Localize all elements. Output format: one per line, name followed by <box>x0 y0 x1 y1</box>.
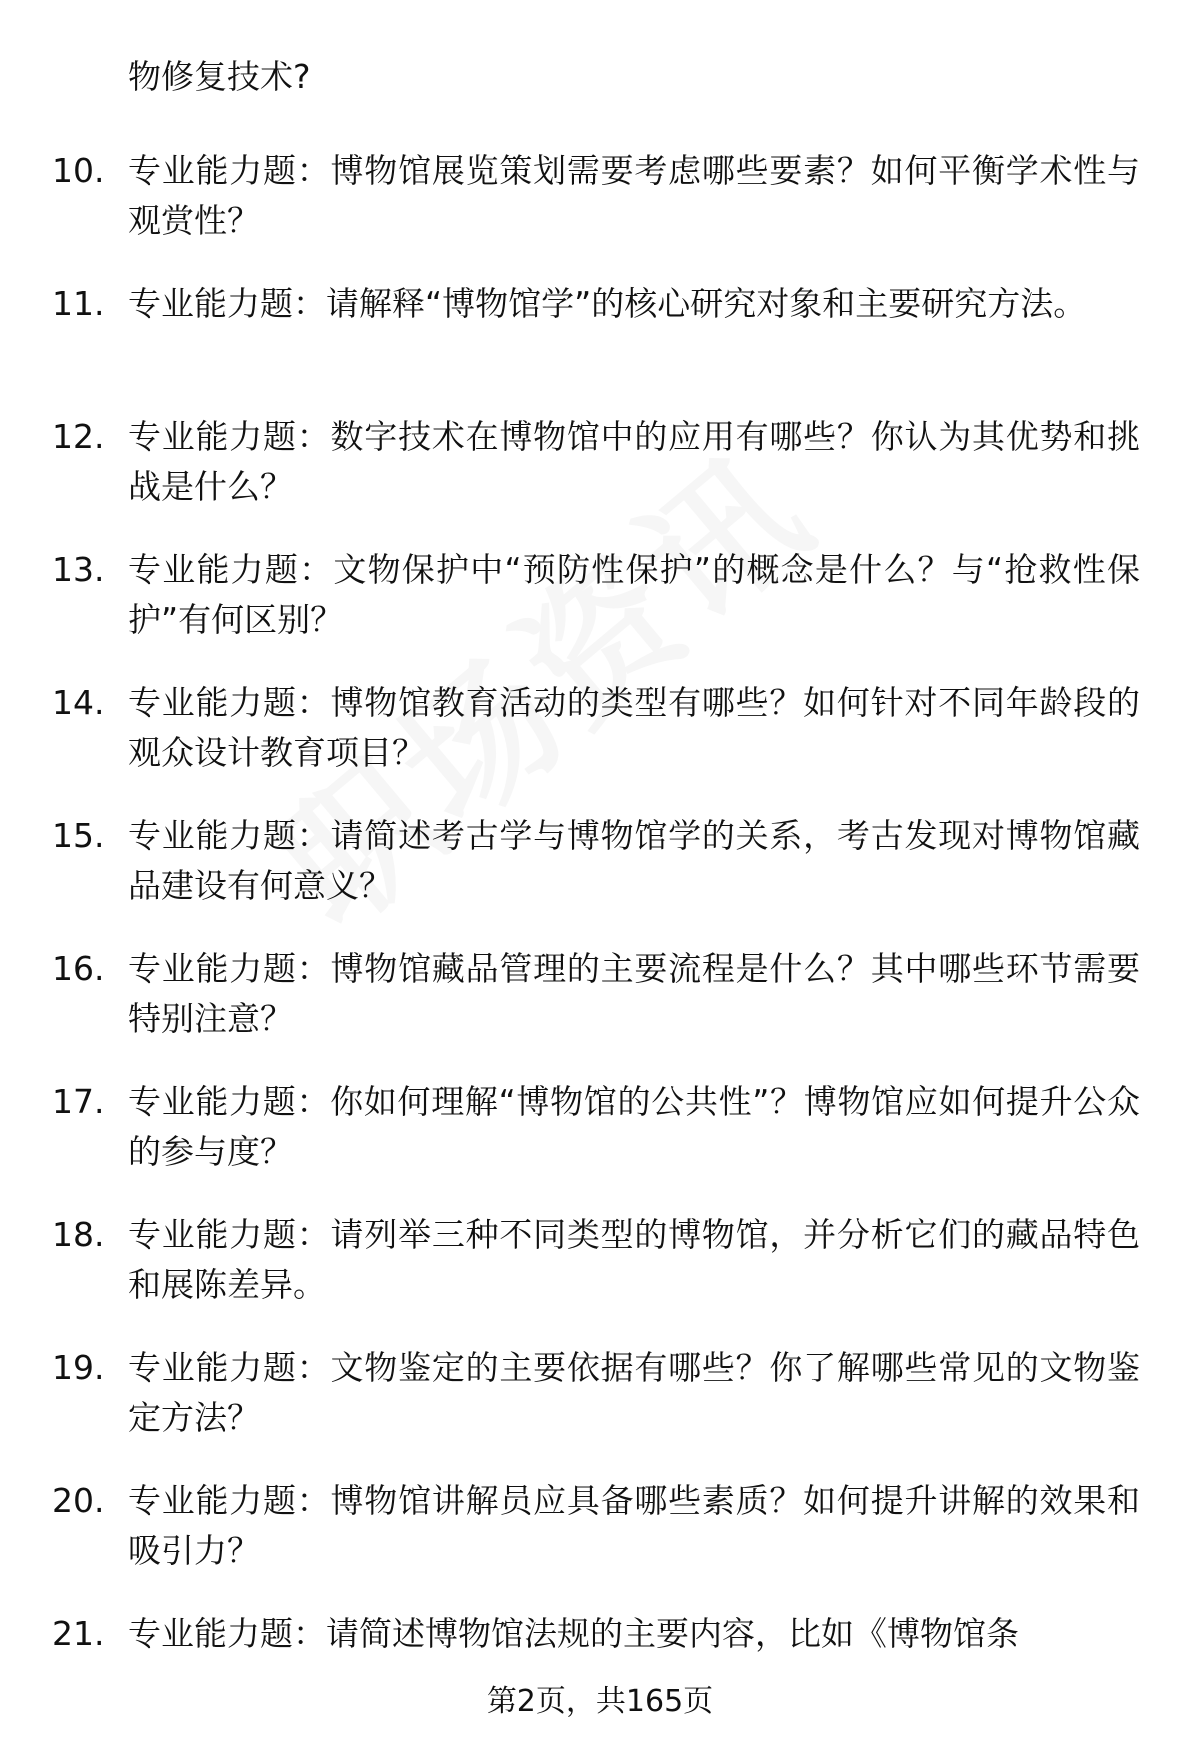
question-text: 专业能力题：博物馆展览策划需要考虑哪些要素？如何平衡学术性与观赏性？ <box>128 151 1140 240</box>
page-footer: 第2页，共165页 <box>486 1684 714 1719</box>
question-item <box>0 545 1200 678</box>
question-text: 专业能力题：博物馆讲解员应具备哪些素质？如何提升讲解的效果和吸引力？ <box>128 1481 1140 1570</box>
question-item <box>0 811 1200 944</box>
question-number: 11. <box>52 284 105 323</box>
question-number: 13. <box>52 550 105 589</box>
question-item <box>0 1343 1200 1476</box>
question-text: 专业能力题：博物馆藏品管理的主要流程是什么？其中哪些环节需要特别注意？ <box>128 949 1140 1038</box>
question-continuation: 物修复技术? <box>128 57 311 96</box>
question-number: 20. <box>52 1481 105 1520</box>
question-number: 10. <box>52 151 105 190</box>
question-number: 14. <box>52 683 105 722</box>
question-list <box>0 146 1200 1742</box>
question-text: 专业能力题：请列举三种不同类型的博物馆，并分析它们的藏品特色和展陈差异。 <box>128 1215 1140 1304</box>
question-item <box>0 1476 1200 1609</box>
question-item <box>0 944 1200 1077</box>
question-text: 专业能力题：请简述博物馆法规的主要内容，比如《博物馆条 <box>128 1614 1019 1653</box>
question-text: 专业能力题：文物保护中“预防性保护”的概念是什么？与“抢救性保护”有何区别？ <box>128 550 1140 639</box>
question-text: 专业能力题：博物馆教育活动的类型有哪些？如何针对不同年龄段的观众设计教育项目？ <box>128 683 1140 772</box>
question-item <box>0 1210 1200 1343</box>
question-number: 17. <box>52 1082 105 1121</box>
question-number: 19. <box>52 1348 105 1387</box>
question-text: 专业能力题：你如何理解“博物馆的公共性”？博物馆应如何提升公众的参与度？ <box>128 1082 1140 1171</box>
question-item <box>0 146 1200 279</box>
question-number: 16. <box>52 949 105 988</box>
question-number: 12. <box>52 417 105 456</box>
question-item <box>0 678 1200 811</box>
question-text: 专业能力题：数字技术在博物馆中的应用有哪些？你认为其优势和挑战是什么？ <box>128 417 1140 506</box>
question-text: 专业能力题：文物鉴定的主要依据有哪些？你了解哪些常见的文物鉴定方法？ <box>128 1348 1140 1437</box>
question-text: 专业能力题：请简述考古学与博物馆学的关系，考古发现对博物馆藏品建设有何意义？ <box>128 816 1140 905</box>
question-item <box>0 1077 1200 1210</box>
question-item <box>0 412 1200 545</box>
question-number: 15. <box>52 816 105 855</box>
question-text: 专业能力题：请解释“博物馆学”的核心研究对象和主要研究方法。 <box>128 284 1087 323</box>
question-number: 18. <box>52 1215 105 1254</box>
question-item <box>0 279 1200 412</box>
question-number: 21. <box>52 1614 105 1653</box>
